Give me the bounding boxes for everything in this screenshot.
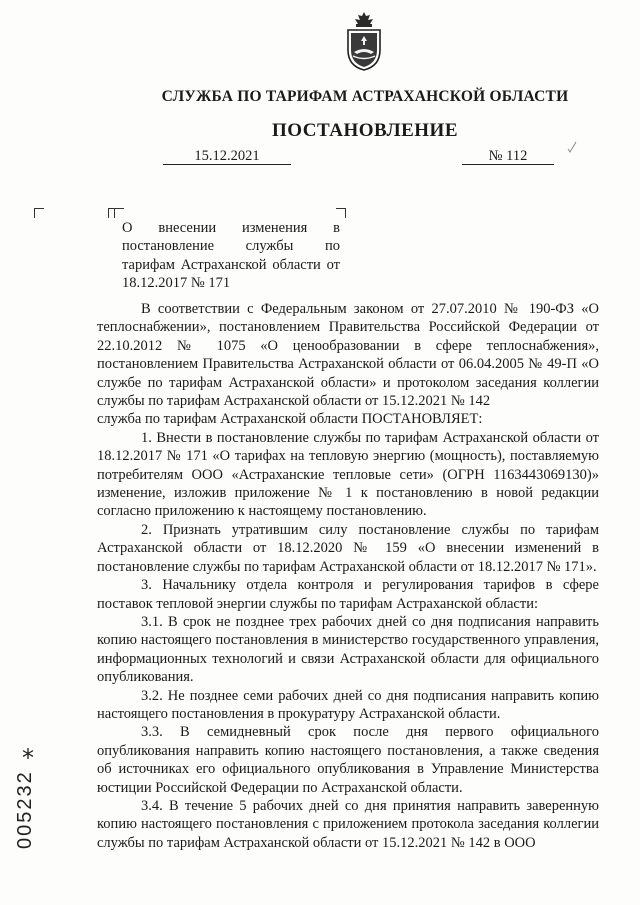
organization-name: СЛУЖБА ПО ТАРИФАМ АСТРАХАНСКОЙ ОБЛАСТИ <box>161 88 569 105</box>
document-subject: О внесении изменения в постановление службы по тарифам Астраханской области от 18.12.2017 № 171 <box>122 220 340 292</box>
margin-serial-number: 005232 <box>14 770 36 849</box>
corner-mark <box>336 208 346 218</box>
document-number: № 112 <box>462 148 554 165</box>
check-mark-icon <box>567 141 577 153</box>
margin-star: * <box>22 744 34 772</box>
preamble-paragraph: В соответствии с Федеральным законом от 27.07.2010 № 190-ФЗ «О теплоснабжении», постановлением Правительства Российской Федерации от 22.10.2012 № 1075 «О ценообразовании в сфере теплоснабжения», постановлением Правительства Астраханской области от 06.04.2005 № 49-П «О службе по тарифам Астраханской области» и протоколом заседания коллегии службы по тарифам Астраханской области от 15.12.2021 № 142 <box>97 301 599 410</box>
corner-mark <box>114 208 124 218</box>
corner-mark <box>34 208 44 218</box>
document-date: 15.12.2021 <box>163 148 291 165</box>
resolution-line: служба по тарифам Астраханской области ПОСТАНОВЛЯЕТ: <box>97 411 483 428</box>
clause-3-2: 3.2. Не позднее семи рабочих дней со дня подписания направить копию настоящего постановления в прокуратуру Астраханской области. <box>97 687 599 722</box>
clause-3-4: 3.4. В течение 5 рабочих дней со дня принятия направить заверенную копию настоящего постановления с приложением протокола заседания коллегии службы по тарифам Астраханской области от 15.12.2021 № 142 в ООО <box>97 797 599 851</box>
document-type: ПОСТАНОВЛЕНИЕ <box>271 120 459 141</box>
clause-1: 1. Внести в постановление службы по тарифам Астраханской области от 18.12.2017 № 171 «О тарифах на тепловую энергию (мощность), поставляемую потребителям ООО «Астраханские тепловые сети» (ОГРН 1163443069130)» изменение, изложив приложение № 1 к постановлению в новой редакции согласно приложению к настоящему постановлению. <box>97 429 599 520</box>
document-body <box>97 300 599 852</box>
clause-3-3: 3.3. В семидневный срок после дня первого официального опубликования направить копию настоящего постановления, а также сведения об источниках его официального опубликования в Управление Министерства юстиции Российской Федерации по Астраханской области. <box>97 724 599 796</box>
clause-2: 2. Признать утратившим силу постановление службы по тарифам Астраханской области от 18.12.2020 № 159 «О внесении изменений в постановление службы по тарифам Астраханской области от 18.12.2017 № 171». <box>97 521 599 575</box>
clause-3: 3. Начальнику отдела контроля и регулирования тарифов в сфере поставок тепловой энергии службы по тарифам Астраханской области: <box>97 577 599 612</box>
clause-3-1: 3.1. В срок не позднее трех рабочих дней со дня подписания направить копию настоящего постановления в министерство государственного управления, информационных технологий и связи Астраханской области для официального опубликования. <box>97 613 599 686</box>
coat-of-arms-icon <box>343 10 385 72</box>
